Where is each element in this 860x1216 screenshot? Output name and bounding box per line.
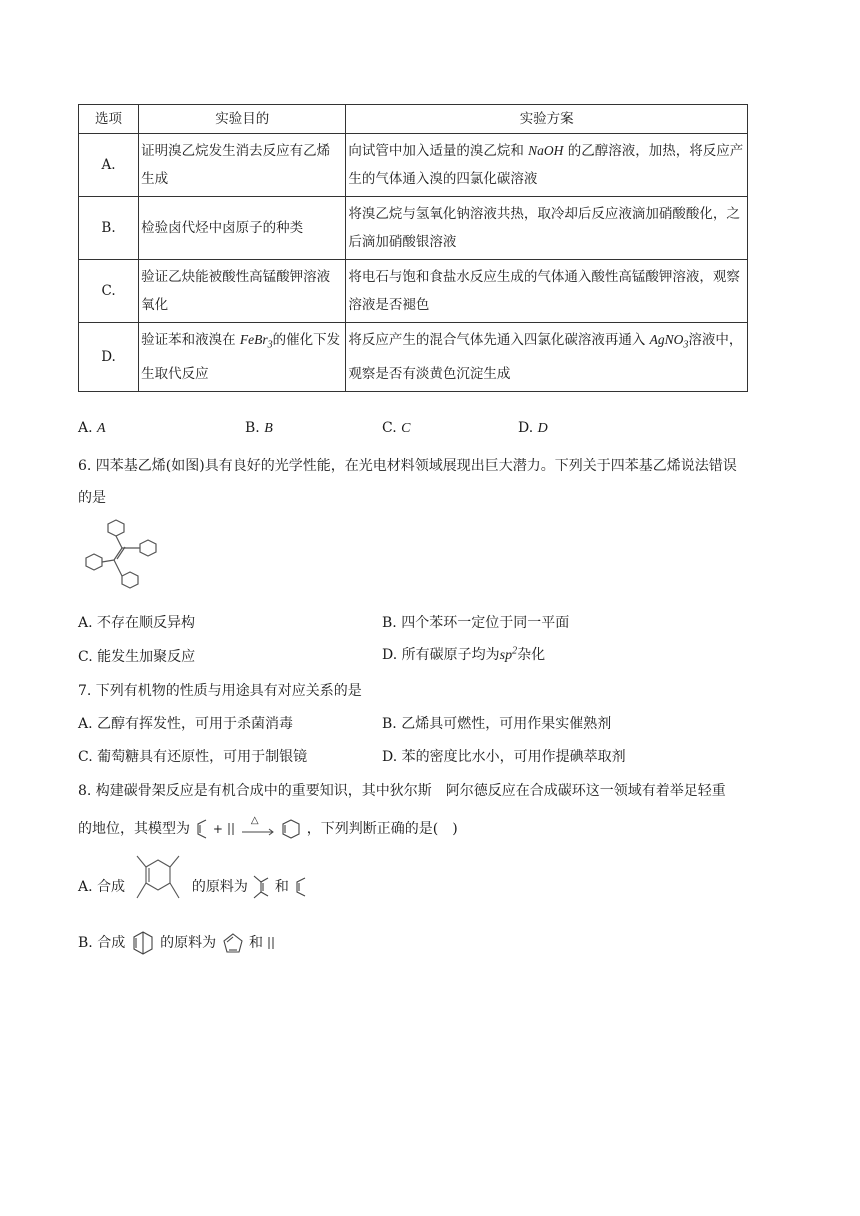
tetraphenylethylene-structure-icon (78, 518, 166, 590)
q6-stem-line2: 的是 (78, 490, 106, 506)
ethylene-icon (267, 935, 275, 951)
option-label: A. (79, 134, 139, 197)
q7-choice-a[interactable]: A. 乙醇有挥发性，可用于杀菌消毒 (78, 716, 294, 732)
option-label: C. (79, 260, 139, 323)
q7-choice-c[interactable]: C. 葡萄糖具有还原性，可用于制银镜 (78, 749, 308, 765)
q6-choice-d[interactable]: D. 所有碳原子均为$sp^2$杂化 (382, 645, 546, 663)
plan-cell: 将反应产生的混合气体先通入四氯化碳溶液再通入 AgNO$_3$溶液中，观察是否有淡黄色沉淀生成 (346, 323, 748, 392)
q6-choice-c[interactable]: C. 能发生加聚反应 (78, 649, 196, 665)
q6-choice-a[interactable]: A. 不存在顺反异构 (78, 615, 196, 631)
option-label: B. (79, 197, 139, 260)
q5-choice-c[interactable]: C. C (382, 420, 411, 436)
option-label: D. (79, 323, 139, 392)
table-row (79, 323, 748, 392)
table-row (79, 134, 748, 197)
purpose-cell: 证明溴乙烷发生消去反应有乙烯生成 (139, 134, 346, 197)
header-purpose: 实验目的 (139, 105, 346, 134)
q8-choice-b[interactable]: B. 合成 的原料为 和 (78, 930, 275, 956)
q7-stem: 7. 下列有机物的性质与用途具有对应关系的是 (78, 683, 362, 699)
cyclopentadiene-icon (221, 931, 245, 955)
heat-arrow-icon: △ (240, 819, 276, 839)
q8-stem-line2: 的地位，其模型为 + △ ，下列判断正确的是( ) (78, 818, 458, 840)
purpose-cell: 验证苯和液溴在 FeBr$_3$的催化下发生取代反应 (139, 323, 346, 392)
q5-choice-d[interactable]: D. D (518, 420, 548, 436)
q5-choice-b[interactable]: B. B (245, 420, 273, 436)
table-header-row (79, 105, 748, 134)
plan-cell: 向试管中加入适量的溴乙烷和 NaOH 的乙醇溶液，加热，将反应产生的气体通入溴的四氯化碳溶液 (346, 134, 748, 197)
q6-stem-line1: 6. 四苯基乙烯(如图)具有良好的光学性能，在光电材料领域展现出巨大潜力。下列关于四苯基乙烯说法错误 (78, 458, 737, 474)
table-row (79, 260, 748, 323)
q6-choice-b[interactable]: B. 四个苯环一定位于同一平面 (382, 615, 570, 631)
plan-cell: 将溴乙烷与氢氧化钠溶液共热，取冷却后反应液滴加硝酸酸化，之后滴加硝酸银溶液 (346, 197, 748, 260)
dimethylbutadiene-icon (252, 874, 270, 900)
table-row (79, 197, 748, 260)
plan-cell: 将电石与饱和食盐水反应生成的气体通入酸性高锰酸钾溶液，观察溶液是否褪色 (346, 260, 748, 323)
q7-choice-b[interactable]: B. 乙烯具可燃性，可用作果实催熟剂 (382, 716, 612, 732)
butadiene-icon (293, 876, 307, 898)
header-plan: 实验方案 (346, 105, 748, 134)
cyclohexene-icon (280, 818, 302, 840)
q7-choice-d[interactable]: D. 苯的密度比水小，可用作提碘萃取剂 (382, 749, 626, 765)
diene-icon (194, 818, 208, 840)
q5-choice-a[interactable]: A. A (78, 420, 106, 436)
dienophile-icon (227, 821, 235, 837)
q8-stem-line1: 8. 构建碳骨架反应是有机合成中的重要知识，其中狄尔斯 阿尔德反应在合成碳环这一领域有着举足轻重 (78, 783, 726, 799)
q8-choice-a[interactable]: A. 合成 的原料为 和 (78, 870, 307, 904)
purpose-cell: 检验卤代烃中卤原子的种类 (139, 197, 346, 260)
purpose-cell: 验证乙炔能被酸性高锰酸钾溶液氧化 (139, 260, 346, 323)
dimethylcyclohexene-structure-icon (129, 852, 187, 904)
experiment-table (78, 104, 748, 392)
bicyclic-structure-icon (130, 930, 156, 956)
header-option: 选项 (79, 105, 139, 134)
